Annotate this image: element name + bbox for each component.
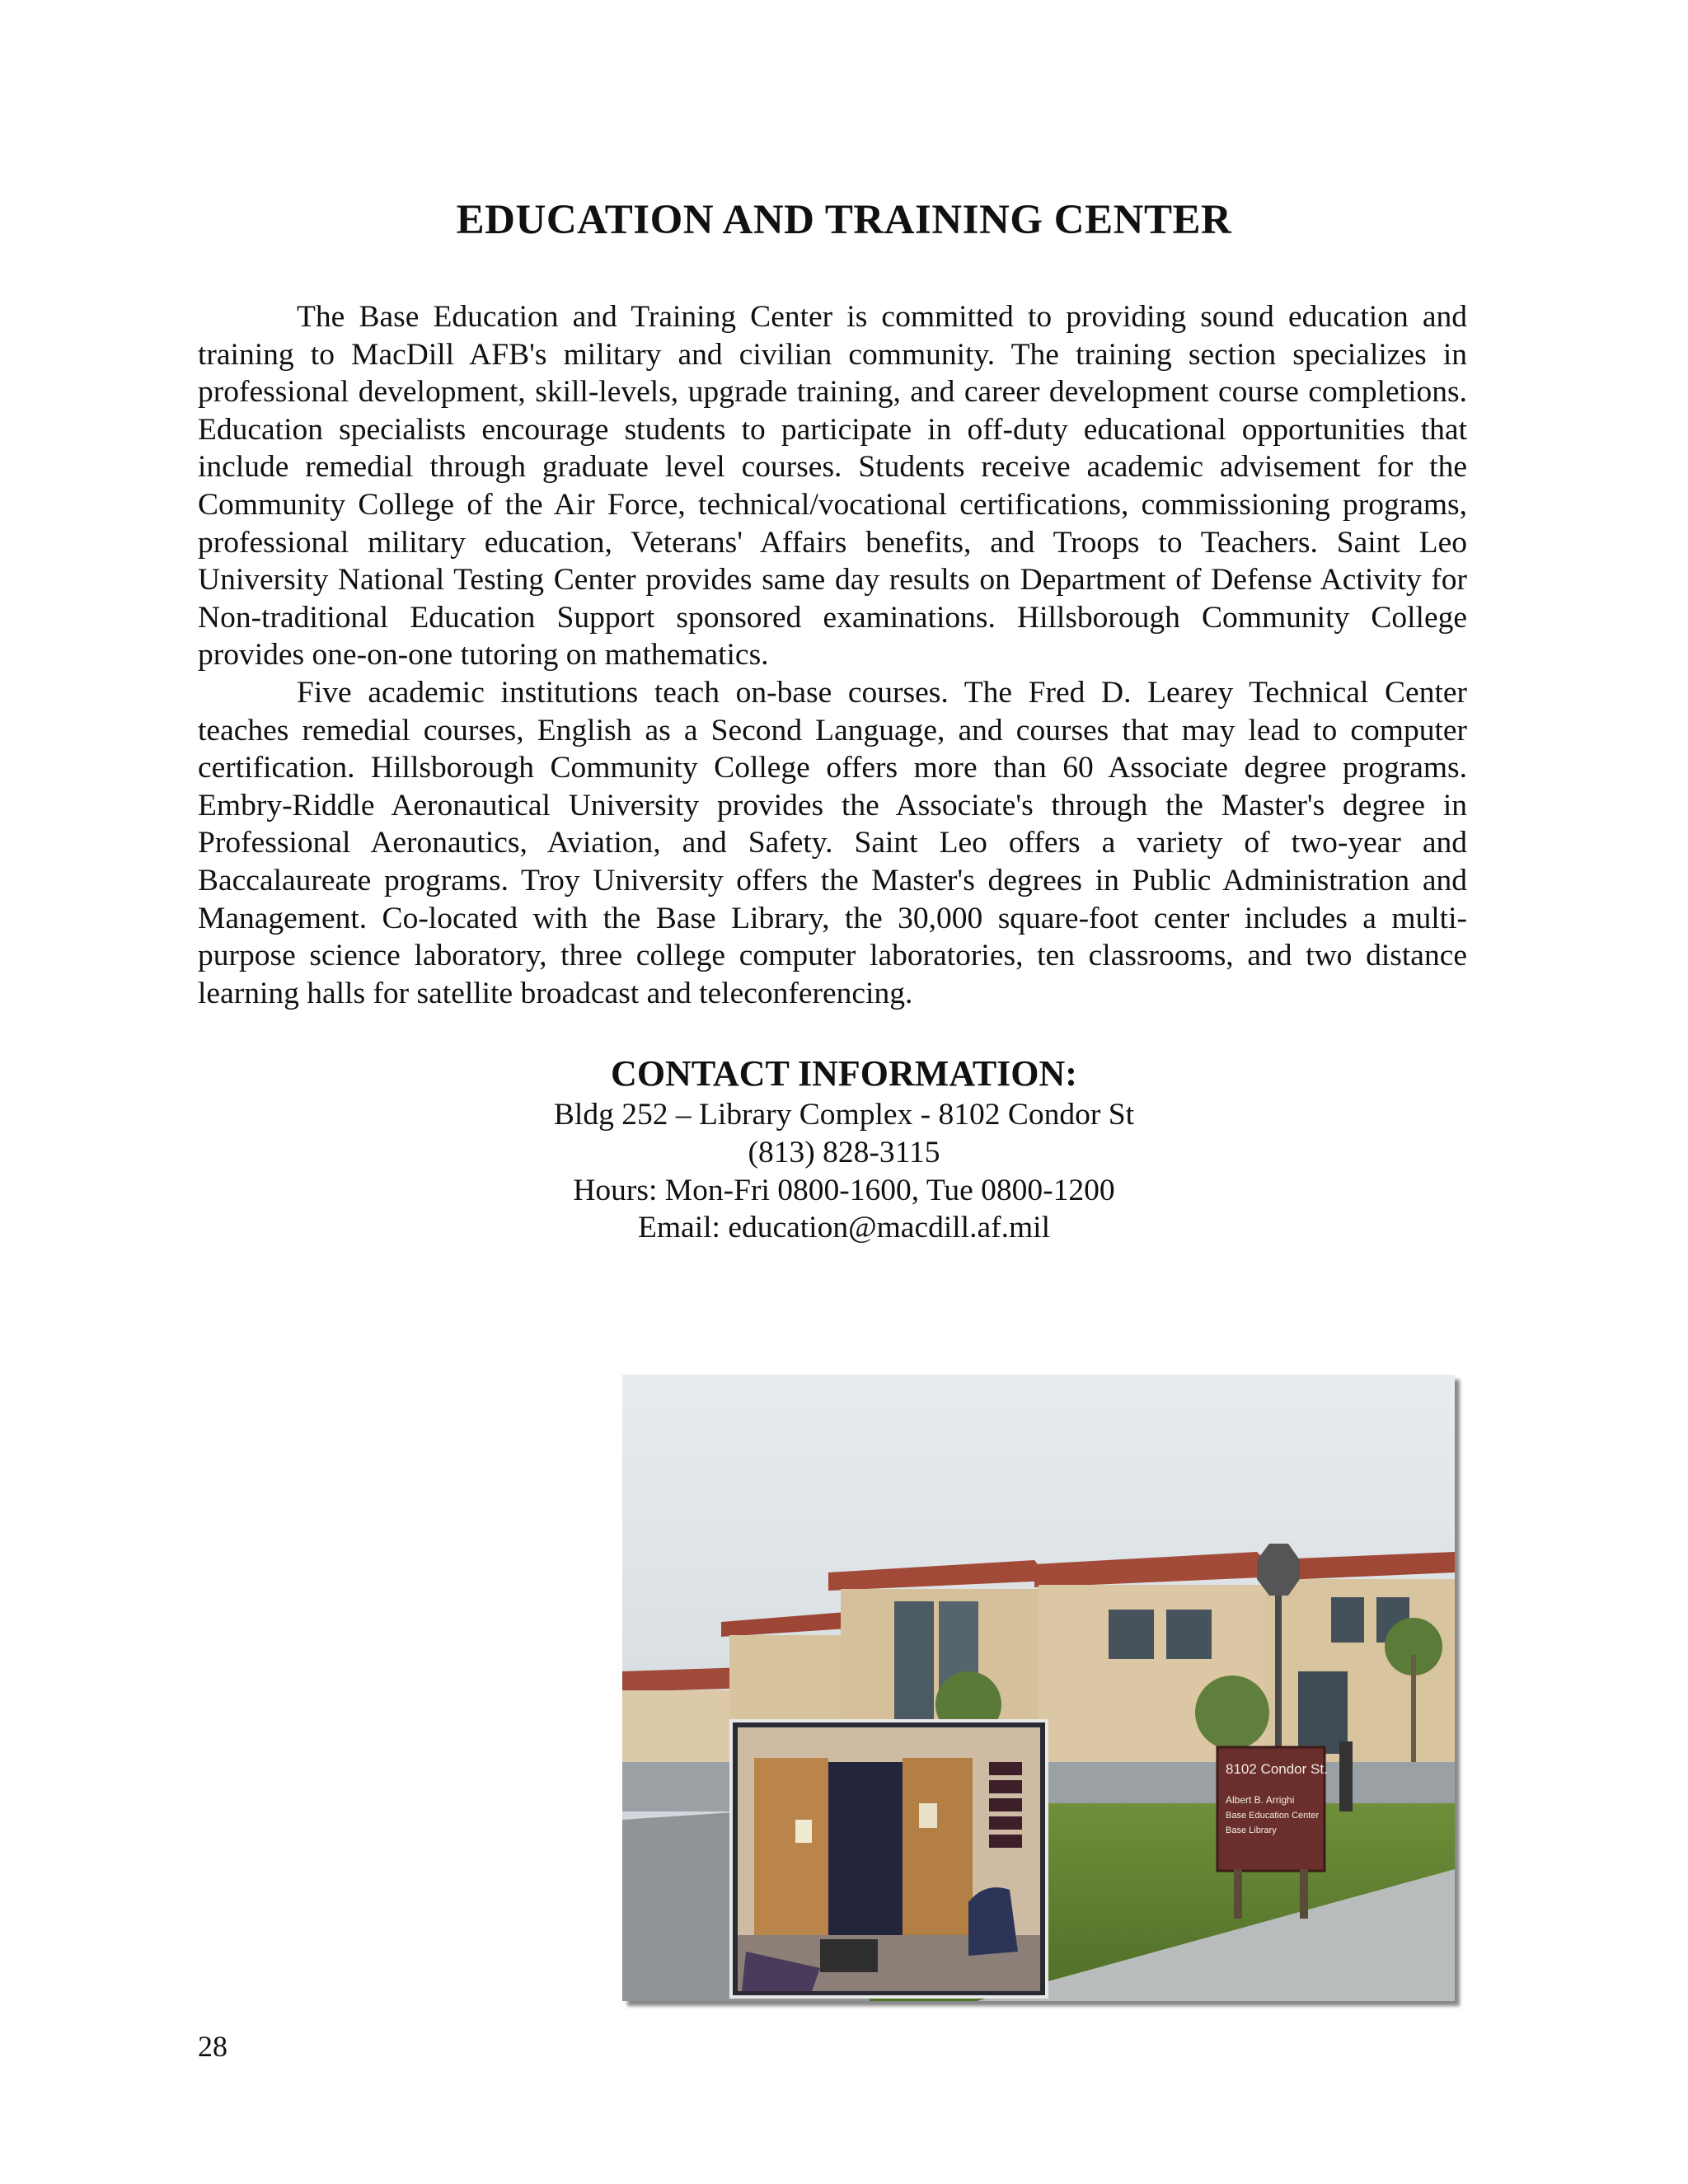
inset-interior-photo [731,1721,1047,1997]
sign-line-1: 8102 Condor St. [1226,1761,1328,1777]
contact-hours: Hours: Mon-Fri 0800-1600, Tue 0800-1200 [573,1173,1115,1207]
sign-line-3: Base Education Center [1226,1811,1320,1821]
building-photo [622,1375,1455,2001]
page-title: EDUCATION AND TRAINING CENTER [456,197,1232,243]
contact-email: Email: education@macdill.af.mil [637,1211,1050,1245]
page-number: 28 [198,2030,227,2063]
sign-line-4: Base Library [1226,1825,1277,1835]
body-text [198,298,1467,1012]
contact-address: Bldg 252 – Library Complex - 8102 Condor St [553,1098,1135,1132]
contact-heading: CONTACT INFORMATION: [611,1053,1077,1094]
paragraph-1: The Base Education and Training Center is committed to providing sound education and training to MacDill AFB's military and civilian community. The training section specializes in professional development, skill-levels, upgrade training, and career development course completions. Education specialists encourage students to participate in off-duty educational opportunities that include remedial through graduate level courses. Students receive academic advisement for the Community College of the Air Force, technical/vocational certifications, commissioning programs, professional military education, Veterans' Affairs benefits, and Troops to Teachers. Saint Leo University National Testing Center provides same day results on Department of Defense Activity for Non-traditional Education Support sponsored examinations. Hillsborough Community College provides one-on-one tutoring on mathematics. [198,300,1467,673]
paragraph-2: Five academic institutions teach on-base courses. The Fred D. Learey Technical Center teaches remedial courses, English as a Second Language, and courses that may lead to computer certification. Hillsborough Community College offers more than 60 Associate degree programs. Embry-Riddle Aeronautical University provides the Associate's through the Master's degree in Professional Aeronautics, Aviation, and Safety. Saint Leo offers a variety of two-year and Baccalaureate programs. Troy University offers the Master's degrees in Public Administration and Management. Co-located with the Base Library, the 30,000 square-foot center includes a multi-purpose science laboratory, three college computer laboratories, ten classrooms, and two distance learning halls for satellite broadcast and teleconferencing. [198,675,1467,1010]
sign-line-2: Albert B. Arrighi [1226,1794,1295,1806]
contact-phone: (813) 828-3115 [748,1135,940,1169]
contact-section [0,1052,1688,1247]
